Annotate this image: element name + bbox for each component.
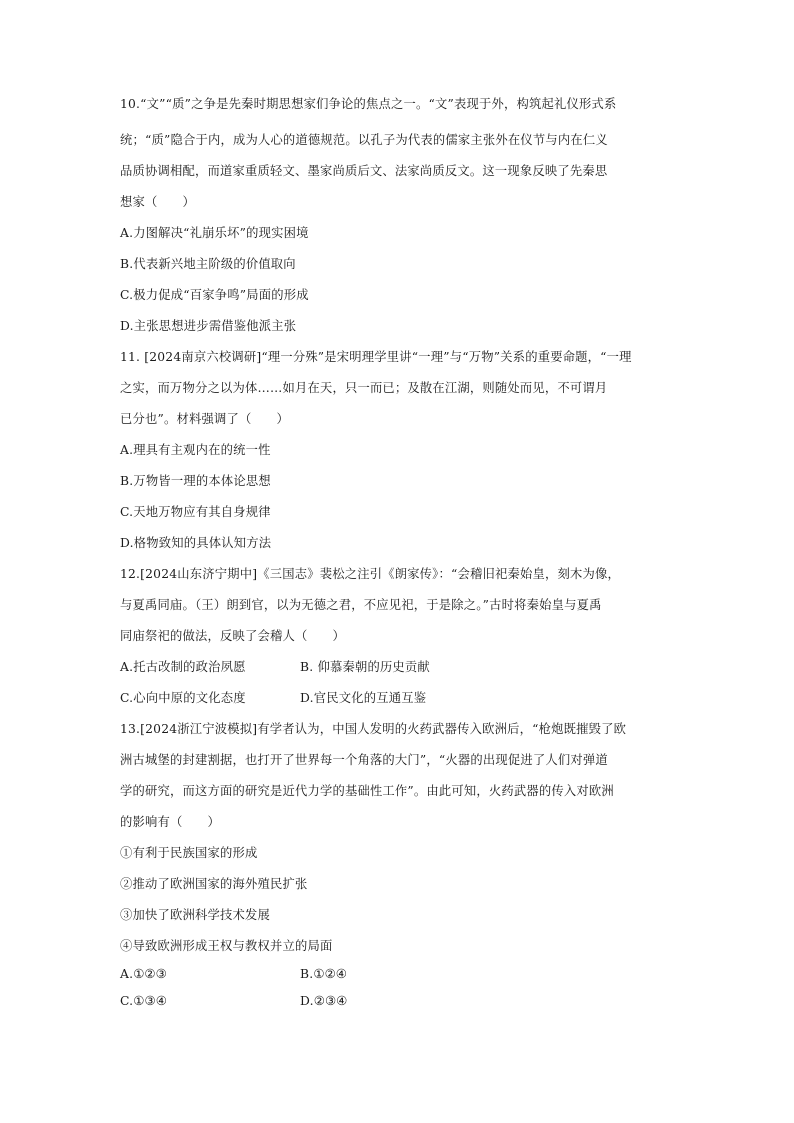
q10-stem-line-4: 想家（ ）	[120, 195, 195, 209]
q10-stem-line-2: 统；“质”隐合于内，成为人心的道德规范。以孔子为代表的儒家主张外在仪节与内在仁义	[120, 133, 608, 147]
q11-stem-line-2: 之实，而万物分之以为体……如月在天，只一而已；及散在江湖，则随处而见，不可谓月	[120, 381, 608, 395]
q13-statement-1: ①有利于民族国家的形成	[120, 846, 258, 860]
q13-options-row-2	[120, 993, 348, 1009]
q13-option-c: C.①③④	[120, 994, 167, 1008]
q13-stem-line-3: 学的研究，而这方面的研究是近代力学的基础性工作”。由此可知，火药武器的传入对欧洲	[120, 784, 614, 798]
q10-option-b: B.代表新兴地主阶级的价值取向	[120, 257, 296, 271]
q13-stem-line-1: 13.[2024浙江宁波模拟]有学者认为，中国人发明的火药武器传入欧洲后，“枪炮既摧毁了欧	[120, 722, 627, 736]
q12-option-a: A.托古改制的政治夙愿	[120, 660, 246, 674]
q13-statement-2: ②推动了欧洲国家的海外殖民扩张	[120, 877, 308, 891]
q12-stem-line-3: 同庙祭祀的做法，反映了会稽人（ ）	[120, 629, 345, 643]
q13-statement-3: ③加快了欧洲科学技术发展	[120, 908, 270, 922]
q12-option-c: C.心向中原的文化态度	[120, 691, 246, 705]
q13-stem-line-4: 的影响有（ ）	[120, 815, 220, 829]
q10-option-a: A.力图解决“礼崩乐坏”的现实困境	[120, 226, 309, 240]
q12-option-d: D.官民文化的互通互鉴	[300, 691, 427, 705]
q11-option-a: A.理具有主观内在的统一性	[120, 443, 271, 457]
q11-option-c: C.天地万物应有其自身规律	[120, 505, 271, 519]
q12-stem-line-1: 12.[2024山东济宁期中]《三国志》裴松之注引《朗家传》：“会稽旧祀秦始皇，刻木为像，	[120, 567, 620, 581]
q12-options-row-2	[120, 690, 427, 706]
q13-statement-4: ④导致欧洲形成王权与教权并立的局面	[120, 939, 333, 953]
q13-stem-line-2: 洲古城堡的封建割据，也打开了世界每一个角落的大门”，“火器的出现促进了人们对弹道	[120, 753, 608, 767]
q11-stem-line-3: 已分也”。材料强调了（ ）	[120, 412, 289, 426]
q12-options-row-1	[120, 659, 430, 675]
q13-option-b: B.①②④	[300, 967, 348, 981]
q12-stem-line-2: 与夏禹同庙。（王）朗到官，以为无德之君，不应见祀，于是除之。”古时将秦始皇与夏禹	[120, 598, 602, 612]
q13-option-a: A.①②③	[120, 967, 167, 981]
q11-option-d: D.格物致知的具体认知方法	[120, 536, 272, 550]
q12-option-b: B. 仰慕秦朝的历史贡献	[300, 660, 430, 674]
q11-option-b: B.万物皆一理的本体论思想	[120, 474, 271, 488]
q10-option-c: C.极力促成“百家争鸣”局面的形成	[120, 288, 309, 302]
q13-options-row-1	[120, 966, 348, 982]
q11-stem-line-1: 11. [2024南京六校调研]“理一分殊”是宋明理学里讲“一理”与“万物”关系的重要命题，“一理	[120, 350, 632, 364]
q10-option-d: D.主张思想进步需借鉴他派主张	[120, 319, 297, 333]
q10-stem-line-3: 品质协调相配，而道家重质轻文、墨家尚质后文、法家尚质反文。这一现象反映了先秦思	[120, 164, 608, 178]
q13-option-d: D.②③④	[300, 994, 348, 1008]
q10-stem-line-1: 10.“文”“质”之争是先秦时期思想家们争论的焦点之一。“文”表现于外，构筑起礼仪形式系	[120, 97, 617, 111]
